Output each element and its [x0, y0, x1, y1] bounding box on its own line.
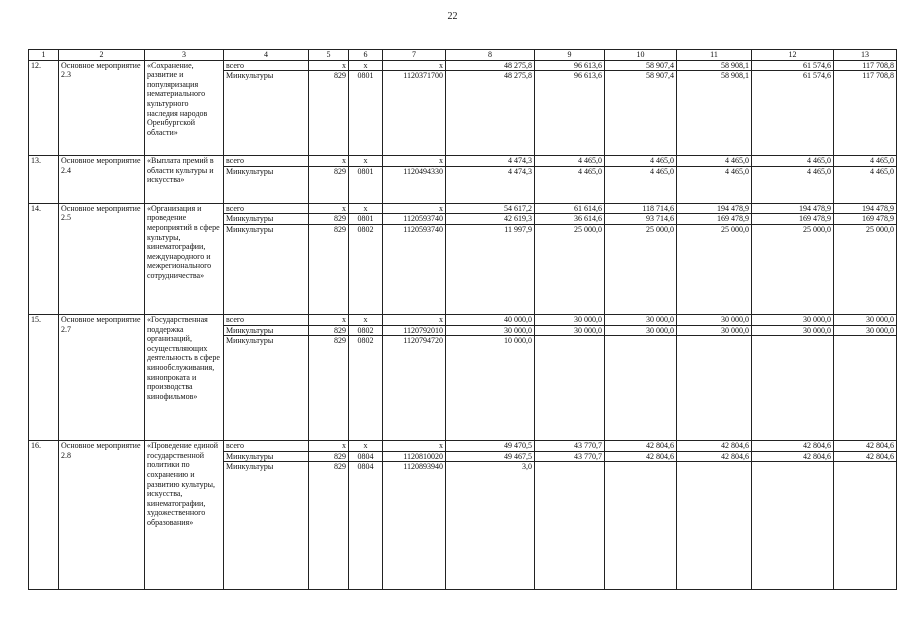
row-number: 12.	[29, 60, 59, 156]
amount: 4 474,3	[446, 166, 535, 203]
target-article: х	[383, 441, 446, 452]
section-code: 0802	[349, 336, 383, 441]
executor: всего	[224, 156, 309, 167]
section-code: 0804	[349, 451, 383, 462]
column-number: 1	[29, 50, 59, 61]
amount	[834, 462, 897, 590]
amount: 42 804,6	[752, 451, 834, 462]
grbs-code: 829	[309, 224, 349, 314]
column-number: 12	[752, 50, 834, 61]
amount: 11 997,9	[446, 224, 535, 314]
target-article: 1120893940	[383, 462, 446, 590]
executor: всего	[224, 60, 309, 71]
table-row	[29, 314, 897, 325]
amount: 42 804,6	[677, 441, 752, 452]
amount: 61 614,6	[535, 203, 605, 214]
amount: 48 275,8	[446, 71, 535, 156]
amount: 25 000,0	[605, 224, 677, 314]
target-article: х	[383, 314, 446, 325]
section-code: х	[349, 156, 383, 167]
event-title: «Государственная поддержка организаций, осуществляющих деятельность в сфере кинообслуживания, кинопроката и производства кинофильмов»	[145, 314, 224, 440]
target-article: х	[383, 60, 446, 71]
executor: Минкультуры	[224, 166, 309, 203]
column-number: 11	[677, 50, 752, 61]
amount: 4 465,0	[535, 156, 605, 167]
grbs-code: 829	[309, 336, 349, 441]
grbs-code: 829	[309, 325, 349, 336]
section-code: х	[349, 314, 383, 325]
event-name: Основное мероприятие 2.8	[59, 441, 145, 590]
event-title: «Проведение единой государственной политики по сохранению и развитию культуры, искусства, кинематографии, художественного образования»	[145, 441, 224, 590]
amount: 30 000,0	[752, 325, 834, 336]
amount: 61 574,6	[752, 60, 834, 71]
target-article: 1120593740	[383, 214, 446, 225]
section-code: 0801	[349, 71, 383, 156]
amount: 48 275,8	[446, 60, 535, 71]
amount: 30 000,0	[677, 314, 752, 325]
executor: Минкультуры	[224, 71, 309, 156]
amount: 30 000,0	[535, 325, 605, 336]
target-article: 1120792010	[383, 325, 446, 336]
executor: Минкультуры	[224, 214, 309, 225]
event-name: Основное мероприятие 2.3	[59, 60, 145, 156]
amount: 93 714,6	[605, 214, 677, 225]
event-title: «Выплата премий в области культуры и искусства»	[145, 156, 224, 204]
target-article: 1120593740	[383, 224, 446, 314]
amount: 4 465,0	[834, 166, 897, 203]
section-code: х	[349, 441, 383, 452]
amount: 58 908,1	[677, 60, 752, 71]
section-code: 0802	[349, 325, 383, 336]
grbs-code: х	[309, 441, 349, 452]
amount: 4 465,0	[677, 156, 752, 167]
amount: 58 907,4	[605, 71, 677, 156]
executor: всего	[224, 314, 309, 325]
amount: 10 000,0	[446, 336, 535, 441]
amount: 169 478,9	[752, 214, 834, 225]
amount: 4 465,0	[677, 166, 752, 203]
amount: 30 000,0	[605, 325, 677, 336]
row-number: 15.	[29, 314, 59, 440]
amount	[834, 336, 897, 441]
amount	[605, 336, 677, 441]
column-number: 2	[59, 50, 145, 61]
grbs-code: 829	[309, 71, 349, 156]
executor: Минкультуры	[224, 462, 309, 590]
section-code: 0801	[349, 214, 383, 225]
section-code: 0804	[349, 462, 383, 590]
column-number: 13	[834, 50, 897, 61]
amount: 43 770,7	[535, 441, 605, 452]
amount: 49 467,5	[446, 451, 535, 462]
amount: 25 000,0	[535, 224, 605, 314]
amount: 42 804,6	[677, 451, 752, 462]
grbs-code: х	[309, 203, 349, 214]
grbs-code: 829	[309, 166, 349, 203]
amount: 42 804,6	[752, 441, 834, 452]
table-row	[29, 60, 897, 71]
amount: 4 465,0	[605, 166, 677, 203]
column-number: 7	[383, 50, 446, 61]
column-number: 5	[309, 50, 349, 61]
amount: 42 804,6	[605, 441, 677, 452]
section-code: 0801	[349, 166, 383, 203]
grbs-code: х	[309, 60, 349, 71]
budget-table	[28, 49, 897, 590]
executor: Минкультуры	[224, 325, 309, 336]
amount: 25 000,0	[752, 224, 834, 314]
section-code: х	[349, 203, 383, 214]
target-article: 1120494330	[383, 166, 446, 203]
amount: 169 478,9	[834, 214, 897, 225]
amount	[535, 336, 605, 441]
row-number: 14.	[29, 203, 59, 314]
amount: 25 000,0	[834, 224, 897, 314]
amount: 43 770,7	[535, 451, 605, 462]
budget-table-body	[29, 50, 897, 590]
amount: 30 000,0	[605, 314, 677, 325]
target-article: х	[383, 203, 446, 214]
grbs-code: 829	[309, 451, 349, 462]
amount: 42 804,6	[834, 451, 897, 462]
table-row	[29, 441, 897, 452]
amount	[605, 462, 677, 590]
amount: 61 574,6	[752, 71, 834, 156]
section-code: 0802	[349, 224, 383, 314]
amount	[535, 462, 605, 590]
grbs-code: 829	[309, 214, 349, 225]
column-number: 4	[224, 50, 309, 61]
event-name: Основное мероприятие 2.4	[59, 156, 145, 204]
target-article: 1120810020	[383, 451, 446, 462]
target-article: 1120371700	[383, 71, 446, 156]
section-code: х	[349, 60, 383, 71]
grbs-code: х	[309, 156, 349, 167]
grbs-code: х	[309, 314, 349, 325]
amount: 96 613,6	[535, 71, 605, 156]
amount: 30 000,0	[535, 314, 605, 325]
target-article: 1120794720	[383, 336, 446, 441]
amount: 58 908,1	[677, 71, 752, 156]
column-number: 3	[145, 50, 224, 61]
row-number: 13.	[29, 156, 59, 204]
column-number: 10	[605, 50, 677, 61]
executor: всего	[224, 441, 309, 452]
amount: 42 619,3	[446, 214, 535, 225]
amount: 96 613,6	[535, 60, 605, 71]
amount: 49 470,5	[446, 441, 535, 452]
amount: 58 907,4	[605, 60, 677, 71]
target-article: х	[383, 156, 446, 167]
executor: Минкультуры	[224, 224, 309, 314]
event-title: «Сохранение, развитие и популяризация нематериального культурного наследия народов Оренбургской области»	[145, 60, 224, 156]
amount	[677, 462, 752, 590]
amount	[752, 462, 834, 590]
amount: 194 478,9	[677, 203, 752, 214]
table-row	[29, 156, 897, 167]
amount: 4 474,3	[446, 156, 535, 167]
amount	[677, 336, 752, 441]
event-name: Основное мероприятие 2.5	[59, 203, 145, 314]
executor: всего	[224, 203, 309, 214]
amount: 169 478,9	[677, 214, 752, 225]
amount: 4 465,0	[752, 166, 834, 203]
amount: 118 714,6	[605, 203, 677, 214]
amount: 42 804,6	[834, 441, 897, 452]
amount: 4 465,0	[752, 156, 834, 167]
amount: 30 000,0	[834, 325, 897, 336]
event-title: «Организация и проведение мероприятий в сфере культуры, кинематографии, международного и межрегионального сотрудничества»	[145, 203, 224, 314]
column-number: 9	[535, 50, 605, 61]
amount: 194 478,9	[834, 203, 897, 214]
event-name: Основное мероприятие 2.7	[59, 314, 145, 440]
amount: 117 708,8	[834, 71, 897, 156]
grbs-code: 829	[309, 462, 349, 590]
amount: 117 708,8	[834, 60, 897, 71]
amount: 4 465,0	[535, 166, 605, 203]
amount: 3,0	[446, 462, 535, 590]
amount	[752, 336, 834, 441]
amount: 30 000,0	[446, 325, 535, 336]
executor: Минкультуры	[224, 451, 309, 462]
amount: 30 000,0	[752, 314, 834, 325]
amount: 194 478,9	[752, 203, 834, 214]
amount: 40 000,0	[446, 314, 535, 325]
amount: 25 000,0	[677, 224, 752, 314]
amount: 42 804,6	[605, 451, 677, 462]
amount: 30 000,0	[834, 314, 897, 325]
amount: 36 614,6	[535, 214, 605, 225]
amount: 4 465,0	[605, 156, 677, 167]
table-row	[29, 203, 897, 214]
column-number: 8	[446, 50, 535, 61]
amount: 30 000,0	[677, 325, 752, 336]
column-number: 6	[349, 50, 383, 61]
amount: 54 617,2	[446, 203, 535, 214]
row-number: 16.	[29, 441, 59, 590]
executor: Минкультуры	[224, 336, 309, 441]
page-number: 22	[447, 11, 458, 22]
amount: 4 465,0	[834, 156, 897, 167]
column-number-row	[29, 50, 897, 61]
